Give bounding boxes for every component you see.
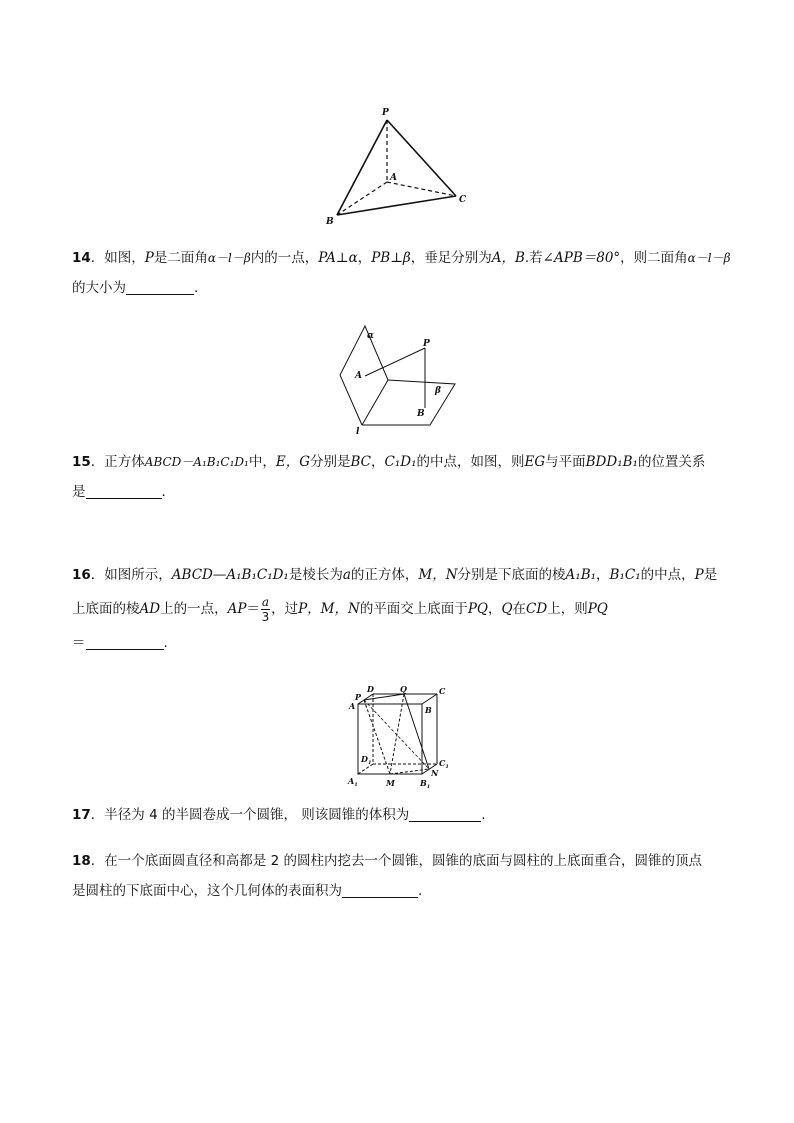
text: 在 xyxy=(512,601,527,617)
math: PB⊥β xyxy=(371,250,411,266)
question-number: 15 xyxy=(72,454,91,470)
label-A: A xyxy=(390,173,397,183)
answer-blank[interactable] xyxy=(86,636,164,651)
text: ．半径为 4 的半圆卷成一个圆锥， 则该圆锥的体积为 xyxy=(90,807,410,823)
math: AP xyxy=(227,601,247,617)
segment-PQ xyxy=(364,694,404,700)
question-16-line-1 xyxy=(72,560,724,590)
math: B₁C₁ xyxy=(609,567,641,583)
question-14-line-1 xyxy=(72,243,731,273)
text: 分别是 xyxy=(309,454,351,470)
label-B: B xyxy=(326,217,334,227)
text: 与平面 xyxy=(545,454,586,470)
text: 是 xyxy=(72,484,86,500)
label-C: C xyxy=(439,686,446,696)
label-A: A xyxy=(355,371,362,381)
math: Q xyxy=(501,601,513,617)
text: ＝ xyxy=(246,601,260,617)
segment-PN-hidden xyxy=(364,700,429,769)
text: 的中点， xyxy=(640,567,695,583)
math: PQ xyxy=(587,601,608,617)
math: C₁D₁ xyxy=(384,454,417,470)
math: PQ xyxy=(467,601,488,617)
text: . xyxy=(194,280,199,296)
edge-BC xyxy=(422,694,437,704)
question-14-line-2 xyxy=(72,273,724,303)
math: BC xyxy=(350,454,371,470)
text: 是二面角 xyxy=(153,250,208,266)
text: 的平面交上底面于 xyxy=(359,601,468,617)
math: BDD₁B₁ xyxy=(585,454,638,470)
math: A₁B₁ xyxy=(565,567,597,583)
math: EG xyxy=(524,454,546,470)
label-B: B xyxy=(417,409,425,419)
question-18 xyxy=(72,846,724,906)
label-beta: β xyxy=(435,386,441,396)
label-B: B xyxy=(425,705,432,715)
question-number: 14 xyxy=(72,250,91,266)
text: ，过 xyxy=(271,601,299,617)
text: .若 xyxy=(524,250,543,266)
text: ， xyxy=(487,601,502,617)
question-15-line-1 xyxy=(72,447,724,477)
text: . xyxy=(418,883,423,899)
fraction-numerator: a xyxy=(261,594,270,609)
question-15 xyxy=(72,447,724,507)
answer-blank[interactable] xyxy=(342,884,418,899)
math: PA⊥α xyxy=(318,250,358,266)
edge-PB xyxy=(337,120,387,215)
text: 中， xyxy=(248,454,276,470)
label-C: C xyxy=(459,195,467,205)
text: 上底面的棱 xyxy=(72,601,140,617)
text: 内的一点， xyxy=(250,250,319,266)
edge-AB-hidden xyxy=(337,182,387,215)
label-D1: $D_1$ xyxy=(361,754,372,766)
text: . xyxy=(481,807,486,823)
text: 上，则 xyxy=(547,601,588,617)
question-number: 17 xyxy=(72,807,91,823)
question-number: 18 xyxy=(72,853,91,869)
label-D: D xyxy=(367,684,374,694)
text: ， xyxy=(357,250,372,266)
text: ．在一个底面圆直径和高都是 2 的圆柱内挖去一个圆锥，圆锥的底面与圆柱的上底面重合，圆锥的顶点 xyxy=(90,853,702,869)
label-P: P xyxy=(423,339,430,349)
label-P: P xyxy=(382,108,389,118)
text: ．正方体 xyxy=(90,454,145,470)
math: E，G xyxy=(275,454,310,470)
plane-beta xyxy=(362,380,455,425)
text: 是棱长为 xyxy=(288,567,343,583)
text: ， xyxy=(371,454,385,470)
text: ．如图， xyxy=(90,250,145,266)
math: P xyxy=(694,567,704,583)
label-C1: $C_1$ xyxy=(439,758,449,770)
answer-blank[interactable] xyxy=(409,808,481,823)
text: ＝ xyxy=(72,635,86,651)
tetrahedron-figure xyxy=(320,100,480,230)
text: ，则二面角 xyxy=(620,250,688,266)
math: ABCD－A₁B₁C₁D₁ xyxy=(144,455,249,469)
text: 的大小为 xyxy=(72,280,126,296)
text: ，垂足分别为 xyxy=(410,250,492,266)
text: 的正方体， xyxy=(350,567,419,583)
question-15-line-2 xyxy=(72,477,724,507)
label-alpha: α xyxy=(367,331,374,341)
fraction-denominator: 3 xyxy=(261,609,270,624)
question-17 xyxy=(72,800,724,830)
question-14 xyxy=(72,243,731,303)
text: 上的一点， xyxy=(160,601,228,617)
text: 是 xyxy=(703,567,718,583)
segment-PA xyxy=(365,348,425,376)
math: a xyxy=(342,567,351,583)
text: 的中点，如图，则 xyxy=(416,454,525,470)
label-l: l xyxy=(356,427,360,437)
question-18-line-2 xyxy=(72,876,724,906)
answer-blank[interactable] xyxy=(86,485,162,500)
text: ．如图所示， xyxy=(90,567,172,583)
text: ． xyxy=(161,484,175,500)
question-16-line-3 xyxy=(72,628,724,658)
math: A，B xyxy=(491,250,525,266)
dihedral-angle-figure xyxy=(325,318,465,436)
edge-BC xyxy=(337,196,456,215)
label-P: P xyxy=(355,692,362,702)
math: CD xyxy=(526,601,548,617)
math: M，N xyxy=(418,567,458,583)
math: P xyxy=(144,250,154,266)
text: 的位置关系 xyxy=(637,454,706,470)
text: . xyxy=(163,635,168,651)
math: ∠APB＝80° xyxy=(542,250,621,266)
segment-QM-hidden xyxy=(390,694,404,774)
label-Q: Q xyxy=(400,684,407,694)
cube-figure xyxy=(340,686,460,796)
text: 分别是下底面的棱 xyxy=(457,567,566,583)
question-number: 16 xyxy=(72,567,91,583)
label-M: M xyxy=(386,778,395,788)
math: ABCD—A₁B₁C₁D₁ xyxy=(171,567,289,583)
label-A: A xyxy=(349,701,356,711)
label-N: N xyxy=(431,768,439,778)
text: ， xyxy=(596,567,610,583)
plane-alpha xyxy=(340,326,388,425)
question-18-line-1 xyxy=(72,846,724,876)
label-A1: $A_1$ xyxy=(348,776,358,788)
question-16-line-2 xyxy=(72,590,724,628)
fraction-a-over-3 xyxy=(261,595,270,624)
math: AD xyxy=(139,601,161,617)
question-16 xyxy=(72,560,724,658)
edge-l xyxy=(362,380,388,425)
math: α－l－β xyxy=(687,251,731,265)
math: P，M，N xyxy=(298,601,360,617)
answer-blank[interactable] xyxy=(126,281,194,296)
label-B1: $B_1$ xyxy=(420,778,431,790)
text: 是圆柱的下底面中心，这个几何体的表面积为 xyxy=(72,883,342,899)
question-17-line-1 xyxy=(72,800,724,830)
math: α－l－β xyxy=(207,251,251,265)
